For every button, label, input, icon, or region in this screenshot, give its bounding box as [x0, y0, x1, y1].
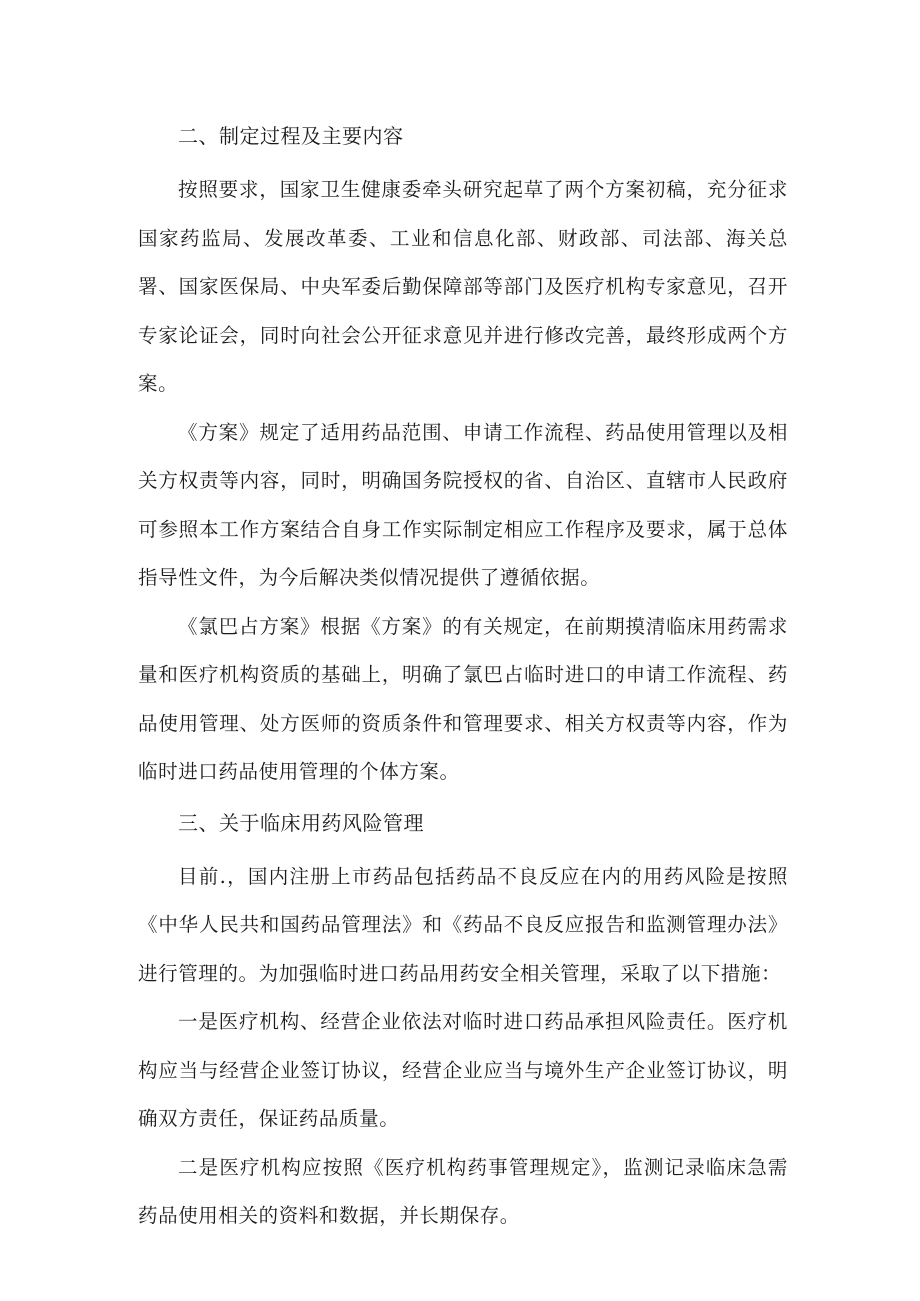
paragraph: 二是医疗机构应按照《医疗机构药事管理规定》，监测记录临床急需药品使用相关的资料和数据，并长期保存。: [138, 1155, 788, 1227]
paragraph: 按照要求，国家卫生健康委牵头研究起草了两个方案初稿，充分征求国家药监局、发展改革委、工业和信息化部、财政部、司法部、海关总署、国家医保局、中央军委后勤保障部等部门及医疗机构专家意见，召开专家论证会，同时向社会公开征求意见并进行修改完善，最终形成两个方案。: [138, 178, 788, 395]
paragraph: 一是医疗机构、经营企业依法对临时进口药品承担风险责任。医疗机构应当与经营企业签订协议，经营企业应当与境外生产企业签订协议，明确双方责任，保证药品质量。: [138, 1010, 788, 1130]
paragraph: 《氯巴占方案》根据《方案》的有关规定，在前期摸清临床用药需求量和医疗机构资质的基础上，明确了氯巴占临时进口的申请工作流程、药品使用管理、处方医师的资质条件和管理要求、相关方权责等内容，作为临时进口药品使用管理的个体方案。: [138, 614, 788, 783]
paragraph: 目前.，国内注册上市药品包括药品不良反应在内的用药风险是按照《中华人民共和国药品管理法》和《药品不良反应报告和监测管理办法》进行管理的。为加强临时进口药品用药安全相关管理，采取了以下措施：: [138, 864, 788, 985]
section-heading-2: 二、制定过程及主要内容: [178, 124, 404, 148]
paragraph: 《方案》规定了适用药品范围、申请工作流程、药品使用管理以及相关方权责等内容，同时，明确国务院授权的省、自治区、直辖市人民政府可参照本工作方案结合自身工作实际制定相应工作程序及要求，属于总体指导性文件，为今后解决类似情况提供了遵循依据。: [138, 420, 788, 589]
document-body: [138, 112, 788, 1241]
section-heading-3: 三、关于临床用药风险管理: [178, 810, 424, 835]
